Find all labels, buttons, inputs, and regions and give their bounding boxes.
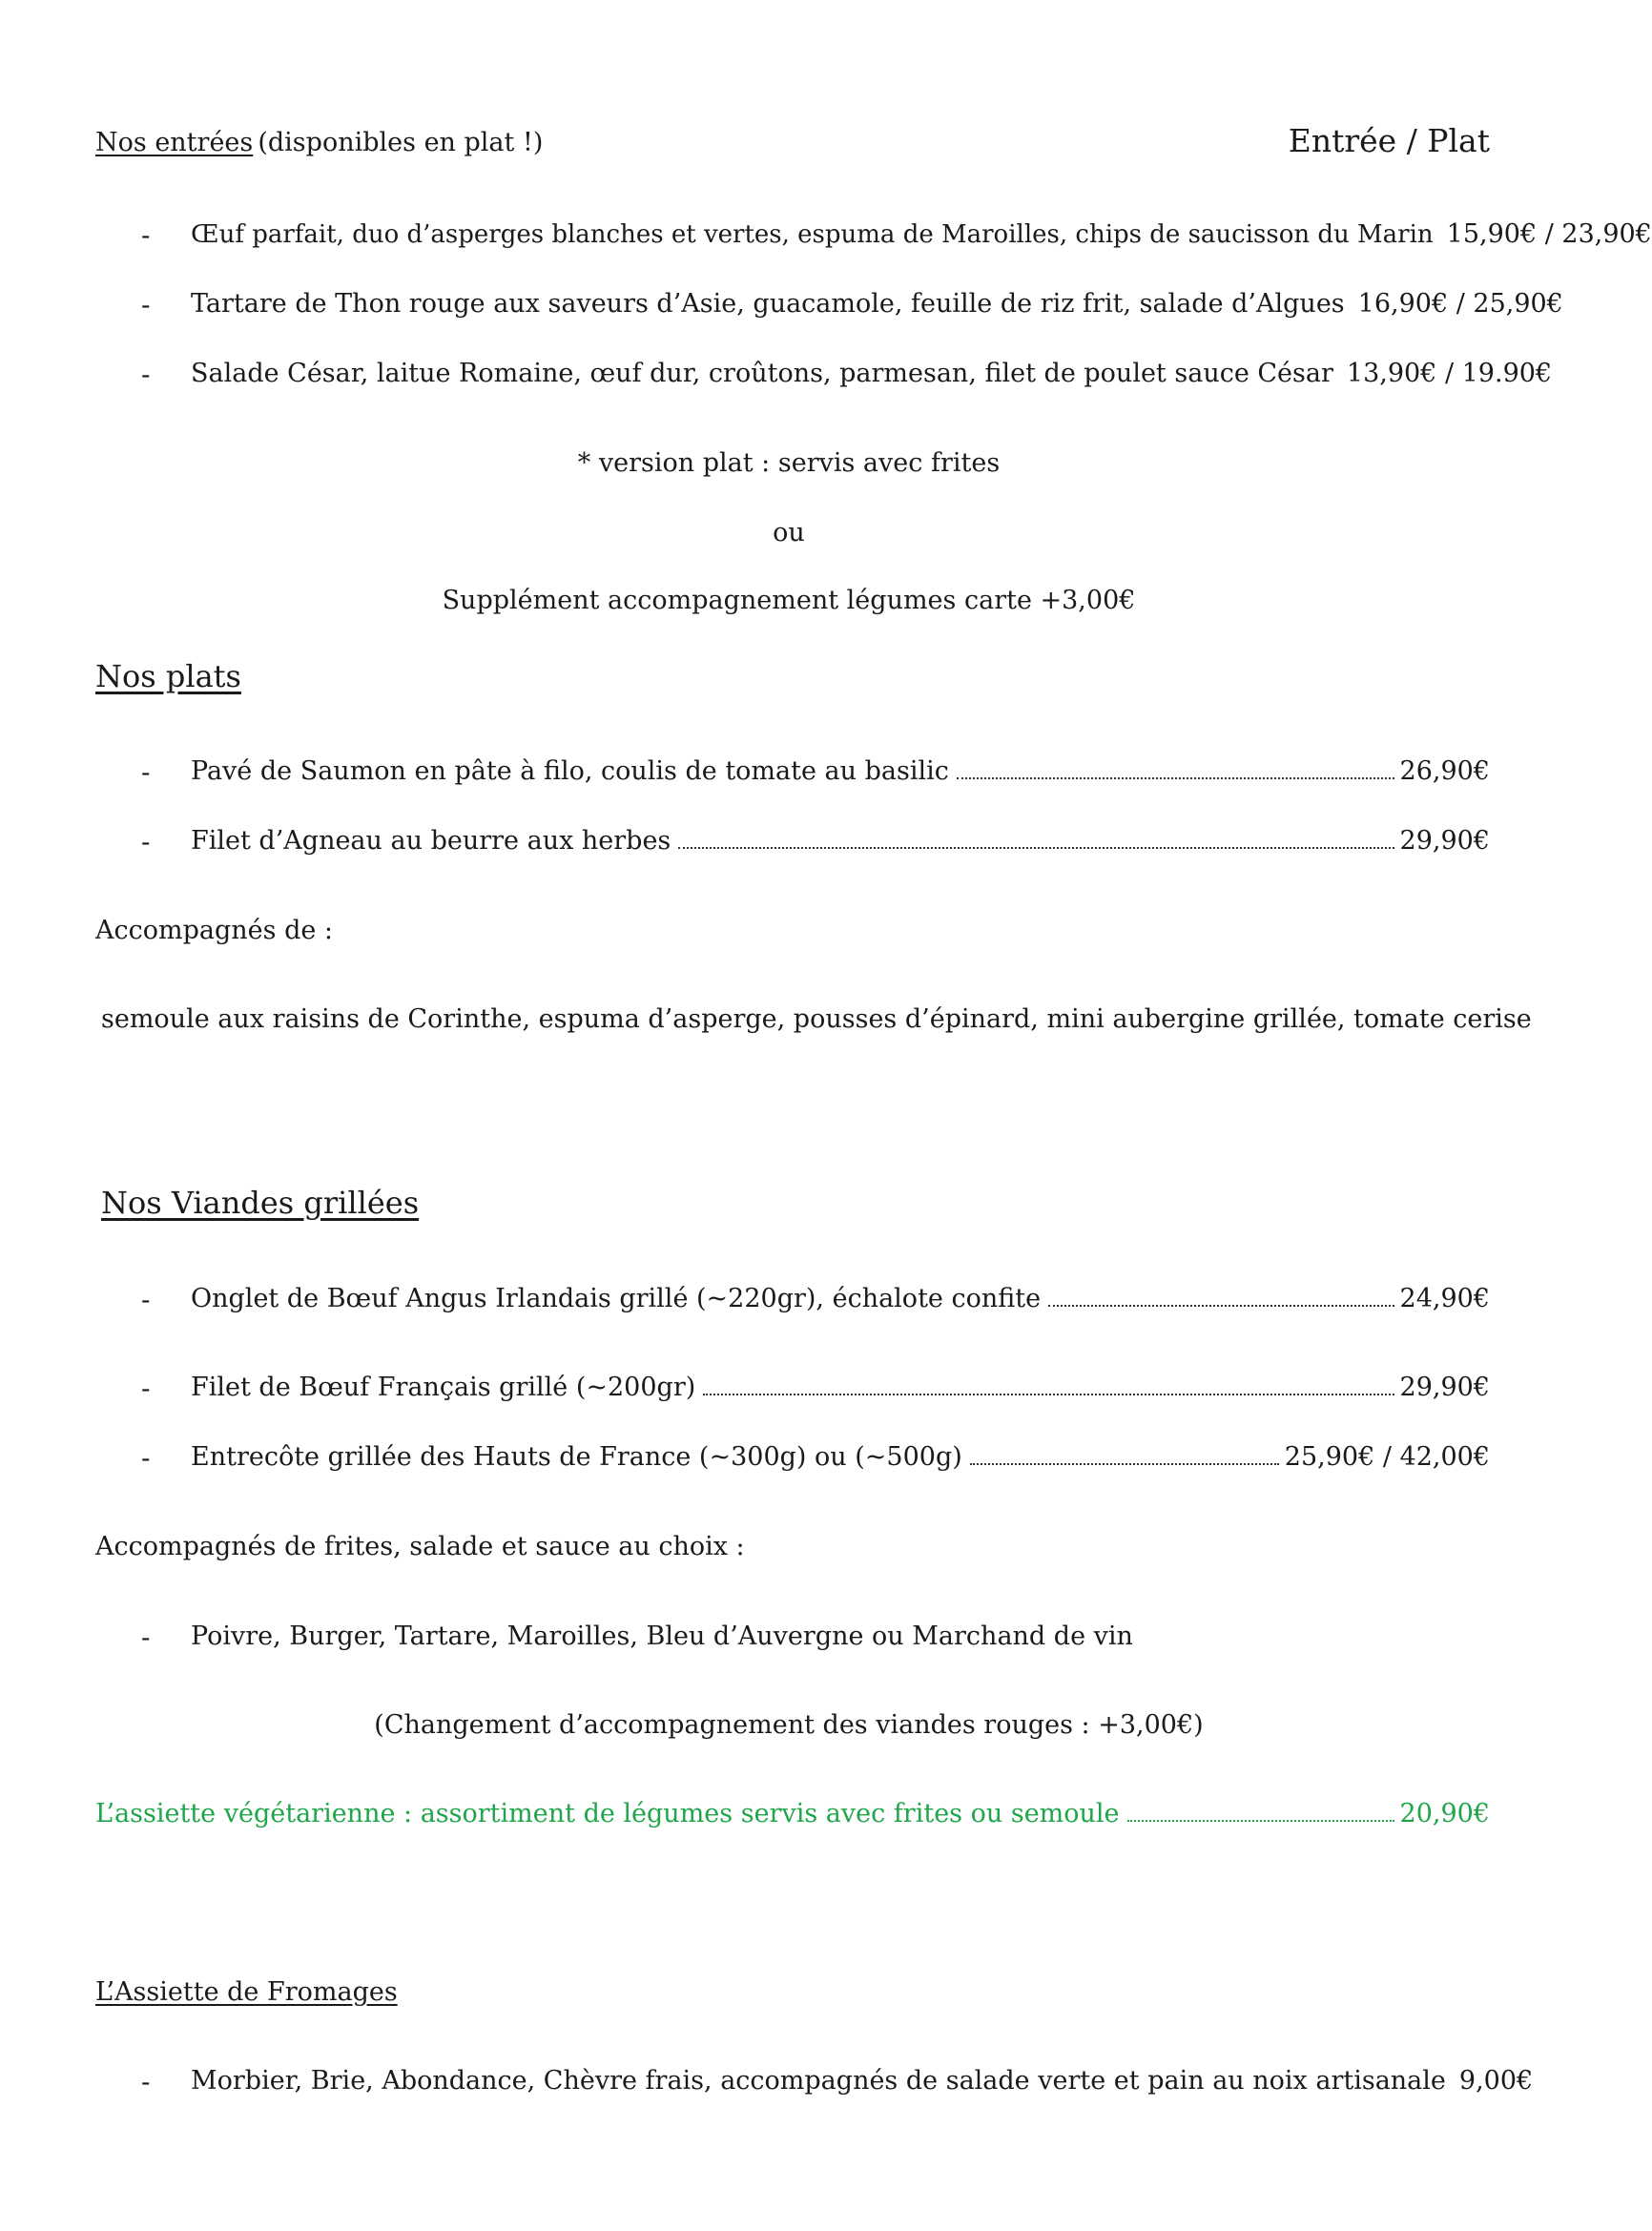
vegetable-supplement-note: Supplément accompagnement légumes carte +3,00€ [442,586,1136,615]
bullet-dash: - [141,1284,151,1315]
item-label: Salade César, laitue Romaine, œuf dur, croûtons, parmesan, filet de poulet sauce César [191,359,1333,388]
bullet-dash: - [141,1373,151,1404]
item-label: Entrecôte grillée des Hauts de France (~300g) ou (~500g) [191,1442,962,1472]
item-label: Œuf parfait, duo d’asperges blanches et vertes, espuma de Maroilles, chips de saucisson du Marin [191,220,1434,249]
item-price: 25,90€ / 42,00€ [1284,1442,1490,1472]
item-label: Morbier, Brie, Abondance, Chèvre frais, accompagnés de salade verte et pain au noix artisanale [191,2066,1446,2096]
or-note: ou [773,518,805,547]
sauces-list: Poivre, Burger, Tartare, Maroilles, Bleu d’Auvergne ou Marchand de vin [191,1622,1133,1651]
dot-leader [678,847,1394,849]
item-label: Pavé de Saumon en pâte à filo, coulis de tomate au basilic [191,756,949,786]
entree-plat-column-header: Entrée / Plat [1288,122,1490,159]
fromages-title: L’Assiette de Fromages [95,1977,398,2007]
dot-leader [957,777,1394,779]
menu-item-entree [191,289,1563,319]
bullet-dash: - [141,756,151,788]
menu-item-plat [191,826,1490,856]
viandes-accomp-label: Accompagnés de frites, salade et sauce au choix : [95,1532,745,1561]
version-plat-note: * version plat : servis avec frites [577,448,1001,478]
item-label: Onglet de Bœuf Angus Irlandais grillé (~220gr), échalote confite [191,1284,1042,1313]
dot-leader [1048,1305,1394,1307]
bullet-dash: - [141,359,151,390]
item-price: 9,00€ [1458,2066,1534,2096]
menu-item-vegetarien [95,1799,1490,1828]
item-price: 29,90€ [1399,826,1490,856]
entrees-title: Nos entrées [95,128,254,157]
accomp-change-note: (Changement d’accompagnement des viandes rouges : +3,00€) [374,1710,1204,1740]
item-price: 16,90€ / 25,90€ [1357,289,1563,319]
dot-leader [970,1463,1279,1465]
item-label: L’assiette végétarienne : assortiment de légumes servis avec frites ou semoule [95,1799,1120,1828]
bullet-dash: - [141,826,151,857]
bullet-dash: - [141,289,151,320]
menu-item-entree [191,219,1652,249]
item-price: 15,90€ / 23,90€ [1446,219,1652,249]
menu-item-viande [191,1284,1490,1313]
bullet-dash: - [141,1442,151,1474]
item-price: 13,90€ / 19.90€ [1346,359,1553,388]
entrees-heading [95,128,543,157]
entrees-subtitle: (disponibles en plat !) [258,128,544,157]
menu-item-fromage [191,2066,1534,2096]
plats-accomp-label: Accompagnés de : [95,916,334,945]
dot-leader [1127,1820,1394,1822]
menu-item-plat [191,756,1490,786]
item-label: Filet d’Agneau au beurre aux herbes [191,826,671,856]
item-label: Filet de Bœuf Français grillé (~200gr) [191,1373,696,1402]
bullet-dash: - [141,219,151,251]
plats-accomp-text: semoule aux raisins de Corinthe, espuma d’asperge, pousses d’épinard, mini aubergine grillée, tomate cerise [101,1004,1532,1034]
menu-item-entree [191,359,1553,388]
plats-title: Nos plats [95,658,241,694]
item-price: 26,90€ [1399,756,1490,786]
dot-leader [703,1394,1394,1395]
item-price: 29,90€ [1399,1373,1490,1402]
menu-item-viande [191,1373,1490,1402]
item-price: 20,90€ [1399,1799,1490,1828]
viandes-title: Nos Viandes grillées [101,1185,420,1221]
bullet-dash: - [141,2066,151,2097]
item-label: Tartare de Thon rouge aux saveurs d’Asie, guacamole, feuille de riz frit, salade d’Algues [191,289,1345,319]
bullet-dash: - [141,1622,151,1653]
item-price: 24,90€ [1399,1284,1490,1313]
menu-item-viande [191,1442,1490,1472]
